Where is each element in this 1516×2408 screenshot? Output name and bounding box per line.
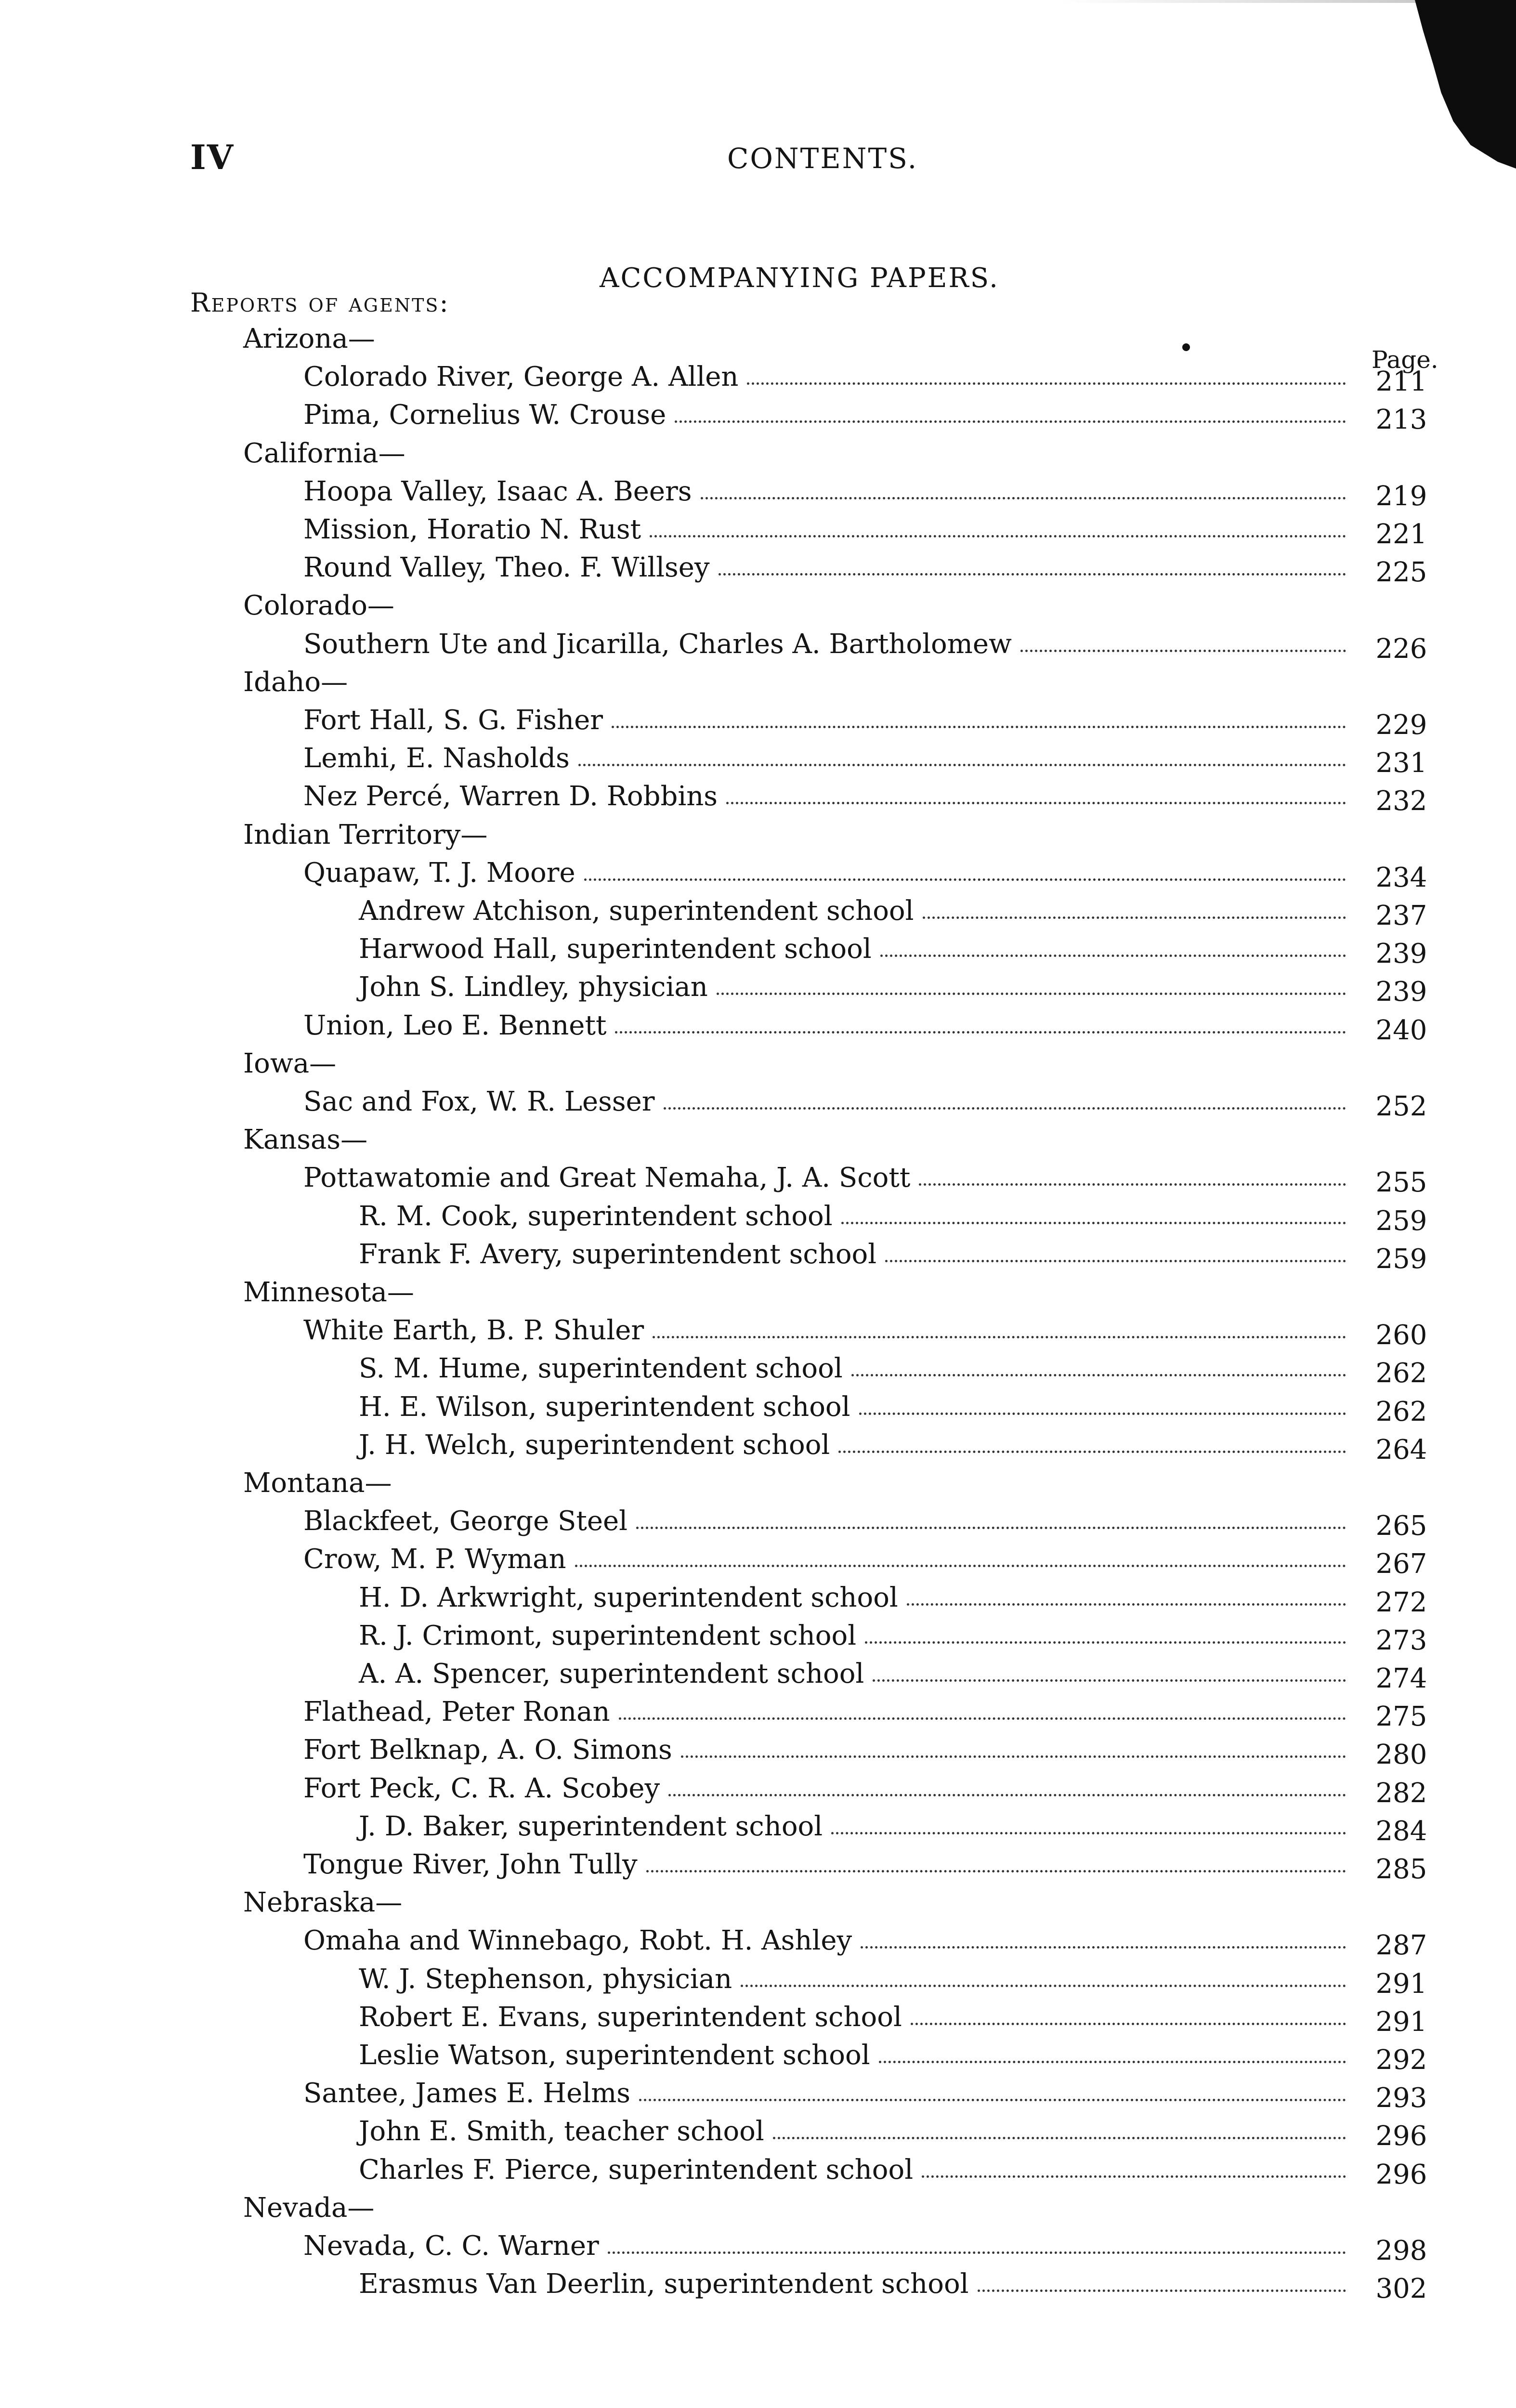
toc-entry [359, 1198, 1516, 1235]
toc-page-number: 274 [1375, 1663, 1427, 1694]
page-folio: IV [190, 137, 235, 177]
toc-entry-label: J. H. Welch, superintendent school [359, 1429, 830, 1461]
toc-entry-label: Iowa— [243, 1047, 337, 1079]
toc-entry-label: Andrew Atchison, superintendent school [359, 895, 914, 927]
toc-entry-label: Hoopa Valley, Isaac A. Beers [303, 475, 692, 507]
toc-entry [359, 1236, 1516, 1273]
toc-page-number: 287 [1375, 1930, 1427, 1962]
dot-leader [612, 726, 1346, 728]
dot-leader [619, 1717, 1346, 1720]
dot-leader [584, 878, 1346, 881]
toc-page-number: 267 [1375, 1548, 1427, 1580]
dot-leader [717, 993, 1346, 995]
toc-state-heading [243, 664, 1516, 701]
toc-page-number: 272 [1375, 1586, 1427, 1618]
toc-page-number: 255 [1375, 1167, 1427, 1199]
toc-entry-label: Flathead, Peter Ronan [303, 1696, 610, 1728]
toc-page-number: 292 [1375, 2044, 1427, 2076]
toc-page-number: 211 [1375, 366, 1427, 398]
toc-entry-label: Tongue River, John Tully [303, 1849, 638, 1880]
toc-entry-label: Omaha and Winnebago, Robt. H. Ashley [303, 1925, 852, 1957]
page-column-label: Page. [1372, 346, 1438, 374]
toc-entry [303, 396, 1516, 434]
dot-leader [919, 1183, 1346, 1186]
toc-state-heading [243, 1045, 1516, 1083]
toc-state-heading [243, 1121, 1516, 1159]
toc-entry [359, 2113, 1516, 2150]
toc-entry-label: Fort Hall, S. G. Fisher [303, 705, 603, 736]
toc-entry [359, 1617, 1516, 1655]
dot-leader [668, 1794, 1346, 1796]
section-title: ACCOMPANYING PAPERS. [600, 262, 999, 294]
dot-leader [838, 1451, 1346, 1453]
toc-page-number: 291 [1375, 2006, 1427, 2038]
dot-leader [575, 1565, 1346, 1567]
toc-state-heading [243, 1274, 1516, 1311]
toc-entry-label: Colorado— [243, 590, 394, 622]
toc-entry-label: Erasmus Van Deerlin, superintendent school [359, 2268, 969, 2300]
toc-page-number: 262 [1375, 1396, 1427, 1427]
toc-entry [303, 854, 1516, 892]
torn-corner [1415, 0, 1516, 169]
toc-page-number: 264 [1375, 1434, 1427, 1466]
dot-leader [741, 1985, 1346, 1987]
toc-entry-label: Harwood Hall, superintendent school [359, 933, 872, 965]
toc-entry-label: California— [243, 437, 405, 469]
toc-entry [359, 2037, 1516, 2074]
toc-entry-label: John S. Lindley, physician [359, 971, 708, 1003]
dot-leader [865, 1641, 1346, 1644]
dot-leader [923, 916, 1346, 919]
toc-page-number: 219 [1375, 480, 1427, 512]
toc-page-number: 302 [1375, 2273, 1427, 2305]
toc-entry-label: H. E. Wilson, superintendent school [359, 1391, 850, 1423]
toc-page-number: 280 [1375, 1739, 1427, 1771]
toc-page-number: 225 [1375, 557, 1427, 589]
toc-entry-label: Lemhi, E. Nasholds [303, 743, 570, 774]
toc-entry-label: Union, Leo E. Bennett [303, 1009, 607, 1041]
toc-entry-label: Crow, M. P. Wyman [303, 1544, 566, 1575]
toc-entry [303, 2227, 1516, 2265]
dot-leader [681, 1755, 1346, 1758]
toc-page-number: 231 [1375, 747, 1427, 779]
dot-leader [911, 2023, 1346, 2025]
toc-entry-label: John E. Smith, teacher school [359, 2116, 764, 2147]
toc-page-number: 296 [1375, 2159, 1427, 2190]
reports-of-agents-label: Reports of agents: [190, 288, 450, 318]
toc-entry [359, 1999, 1516, 2036]
toc-entry-label: Robert E. Evans, superintendent school [359, 2001, 902, 2033]
toc-entry-label: A. A. Spencer, superintendent school [359, 1658, 864, 1689]
toc-page-number: 259 [1375, 1243, 1427, 1275]
toc-entry [359, 2265, 1516, 2303]
dot-leader [639, 2099, 1346, 2101]
dot-leader [773, 2137, 1346, 2139]
toc-entry-label: Colorado River, George A. Allen [303, 361, 739, 393]
dot-leader [978, 2290, 1346, 2292]
dot-leader [922, 2175, 1346, 2178]
toc-page-number: 213 [1375, 404, 1427, 436]
toc-entry [303, 1083, 1516, 1121]
toc-entry [303, 626, 1516, 663]
toc-entry [303, 549, 1516, 587]
toc-entry-label: Mission, Horatio N. Rust [303, 514, 641, 545]
toc-entry [303, 1731, 1516, 1769]
toc-page-number: 291 [1375, 1968, 1427, 2000]
toc-page-number: 282 [1375, 1777, 1427, 1809]
toc-entry-label: H. D. Arkwright, superintendent school [359, 1582, 898, 1613]
toc-entry-label: Fort Peck, C. R. A. Scobey [303, 1772, 660, 1804]
toc-page-number: 259 [1375, 1205, 1427, 1237]
toc-entry [359, 1350, 1516, 1387]
toc-entry-label: S. M. Hume, superintendent school [359, 1353, 843, 1385]
toc-page-number: 262 [1375, 1358, 1427, 1389]
toc-page-number: 226 [1375, 633, 1427, 665]
toc-page-number: 240 [1375, 1014, 1427, 1046]
dot-leader [851, 1374, 1346, 1376]
running-title: CONTENTS. [727, 142, 918, 175]
toc-entry-label: Montana— [243, 1467, 392, 1499]
dot-leader [701, 497, 1346, 499]
toc-page-number: 285 [1375, 1854, 1427, 1885]
toc-entry [359, 930, 1516, 968]
toc-entry [303, 1312, 1516, 1349]
toc-page-number: 252 [1375, 1091, 1427, 1122]
dot-leader [880, 955, 1346, 957]
dot-leader [907, 1603, 1346, 1606]
toc-entry-label: R. J. Crimont, superintendent school [359, 1620, 857, 1651]
toc-entry-label: White Earth, B. P. Shuler [303, 1315, 644, 1347]
toc-entry [359, 892, 1516, 930]
toc-entry [303, 702, 1516, 739]
dot-leader [650, 535, 1346, 537]
toc-page-number: 232 [1375, 785, 1427, 817]
toc-entry-label: Quapaw, T. J. Moore [303, 857, 575, 889]
toc-entry-label: Nebraska— [243, 1887, 403, 1919]
toc-entry [359, 1426, 1516, 1464]
toc-entry-label: R. M. Cook, superintendent school [359, 1200, 833, 1232]
toc-page-number: 221 [1375, 519, 1427, 550]
toc-entry [303, 1007, 1516, 1045]
toc-entry [303, 2075, 1516, 2112]
toc-page-number: 260 [1375, 1320, 1427, 1351]
dot-leader [675, 420, 1346, 423]
toc-entry [303, 511, 1516, 549]
toc-entry-label: Blackfeet, George Steel [303, 1505, 628, 1537]
dot-leader [578, 764, 1346, 766]
dot-leader [636, 1527, 1346, 1529]
toc-page-number: 234 [1375, 862, 1427, 893]
toc-entry-label: Pottawatomie and Great Nemaha, J. A. Scott [303, 1162, 911, 1194]
toc-entry [303, 740, 1516, 777]
dot-leader [873, 1679, 1346, 1682]
dot-leader [615, 1031, 1346, 1034]
toc-page-number: 229 [1375, 709, 1427, 741]
toc-entry [359, 2151, 1516, 2189]
toc-entry [303, 1503, 1516, 1540]
toc-entry [303, 473, 1516, 510]
toc-page-number: 265 [1375, 1510, 1427, 1542]
toc-entry [359, 1388, 1516, 1426]
toc-page-number: 273 [1375, 1624, 1427, 1656]
dot-leader [608, 2251, 1346, 2254]
toc-entry-label: Arizona— [243, 323, 375, 354]
toc-state-heading [243, 1884, 1516, 1922]
toc-page-number: 284 [1375, 1815, 1427, 1847]
toc-entry-label: Frank F. Avery, superintendent school [359, 1238, 877, 1270]
toc-entry [303, 1770, 1516, 1807]
toc-state-heading [243, 2189, 1516, 2227]
toc-entry-label: Sac and Fox, W. R. Lesser [303, 1086, 655, 1117]
toc-entry-label: Leslie Watson, superintendent school [359, 2040, 870, 2071]
toc-entry-label: Round Valley, Theo. F. Willsey [303, 552, 710, 584]
dot-leader [831, 1832, 1346, 1834]
page-top-edge [0, 0, 1516, 3]
dot-leader [859, 1413, 1346, 1415]
toc-entry [303, 358, 1516, 396]
toc-page-number: 296 [1375, 2120, 1427, 2152]
dot-leader [885, 1260, 1346, 1262]
dot-leader [861, 1946, 1346, 1949]
toc-state-heading [243, 320, 1516, 358]
toc-state-heading [243, 435, 1516, 472]
toc-entry-label: Charles F. Pierce, superintendent school [359, 2154, 914, 2186]
toc-entry-label: Southern Ute and Jicarilla, Charles A. Bartholomew [303, 628, 1012, 660]
dot-leader [664, 1107, 1346, 1110]
toc-entry [303, 1541, 1516, 1578]
toc-page-number: 275 [1375, 1701, 1427, 1733]
toc-entry-label: Fort Belknap, A. O. Simons [303, 1734, 672, 1766]
toc-entry-label: Santee, James E. Helms [303, 2078, 631, 2109]
dot-leader [653, 1336, 1346, 1338]
toc-entry-label: Indian Territory— [243, 819, 488, 851]
toc-entry [303, 1693, 1516, 1731]
toc-entry-label: Idaho— [243, 666, 348, 698]
toc-entry-label: Nez Percé, Warren D. Robbins [303, 781, 718, 812]
toc-state-heading [243, 816, 1516, 854]
toc-entry-label: J. D. Baker, superintendent school [359, 1810, 823, 1842]
toc-entry [359, 1579, 1516, 1617]
toc-page-number: 239 [1375, 976, 1427, 1008]
toc-state-heading [243, 587, 1516, 625]
toc-page-number: 239 [1375, 938, 1427, 970]
dot-leader [841, 1222, 1346, 1224]
toc-entry [303, 1922, 1516, 1960]
toc-entry-label: Minnesota— [243, 1277, 414, 1308]
toc-entry [303, 1159, 1516, 1197]
toc-entry [359, 1961, 1516, 1998]
toc-entry [303, 1846, 1516, 1884]
toc-page-number: 293 [1375, 2082, 1427, 2114]
toc-entry-label: Kansas— [243, 1124, 368, 1156]
dot-leader [1020, 650, 1346, 652]
dot-leader [646, 1870, 1346, 1872]
toc-state-heading [243, 1465, 1516, 1502]
toc-entry [359, 1655, 1516, 1693]
toc-entry-label: Nevada— [243, 2192, 375, 2224]
toc-entry [303, 778, 1516, 815]
toc-entry [359, 968, 1516, 1006]
dot-leader [719, 573, 1346, 576]
toc-entry-label: Pima, Cornelius W. Crouse [303, 399, 667, 431]
dot-leader [879, 2061, 1346, 2063]
dot-leader [747, 382, 1346, 385]
toc-entry [359, 1808, 1516, 1845]
toc-entry-label: W. J. Stephenson, physician [359, 1963, 732, 1995]
toc-page-number: 298 [1375, 2235, 1427, 2266]
toc-entry-label: Nevada, C. C. Warner [303, 2230, 599, 2262]
toc-page-number: 237 [1375, 900, 1427, 931]
dot-leader [726, 802, 1346, 804]
